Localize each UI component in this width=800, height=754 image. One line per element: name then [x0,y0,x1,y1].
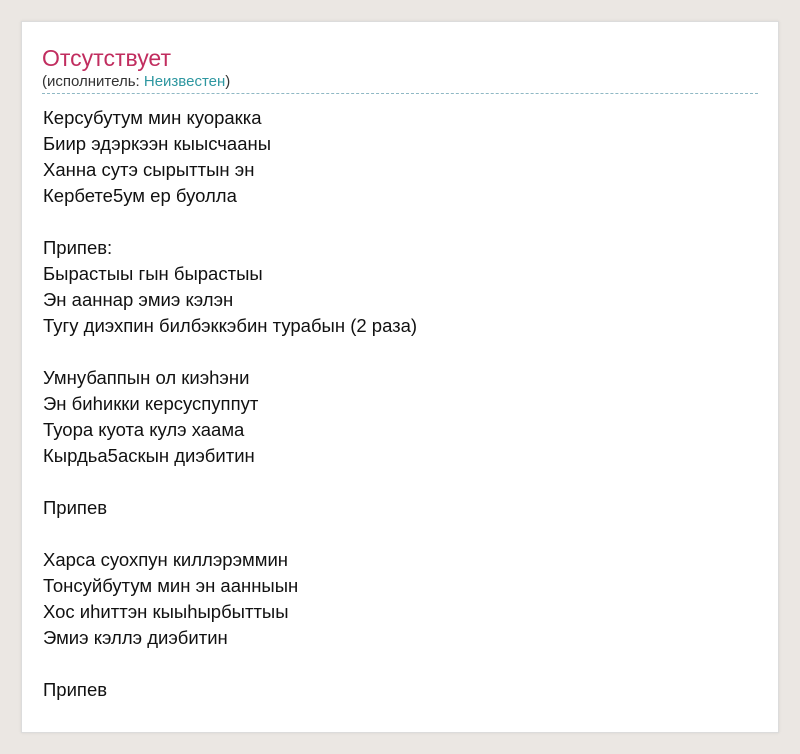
lyric-line: Припев [43,497,108,518]
lyric-line: Припев [43,679,108,700]
song-title: Отсутствует [42,45,171,71]
lyric-line: Кербете5ум ер буолла [43,185,237,206]
lyric-blank-line [43,521,758,547]
lyric-line: Керсубутум мин куоракка [43,107,262,128]
artist-suffix: ) [225,73,231,90]
lyric-line: Туора куота кулэ хаама [43,419,245,440]
lyrics-card [21,21,779,733]
artist-link[interactable]: Неизвестен [143,73,226,90]
lyric-line: Эн биhикки керсуспуппут [43,393,259,414]
lyric-line: Умнубаппын ол киэhэни [43,367,250,388]
lyric-line: Кырдьа5аскын диэбитин [43,445,255,466]
lyric-blank-line [43,469,758,495]
lyric-line: Ханна сутэ сырыттын эн [43,159,255,180]
lyric-line: Хос иhиттэн кыыhырбыттыы [43,601,289,622]
lyric-blank-line [43,209,758,235]
lyric-line: Эн ааннар эмиэ кэлэн [43,289,234,310]
divider [42,93,758,94]
lyric-line: Харса суохпун киллэрэммин [43,549,288,570]
lyric-blank-line [43,651,758,677]
lyric-line: Тугу диэхпин билбэккэбин турабын (2 раза) [43,315,418,336]
lyric-line: Припев: [43,237,113,258]
lyrics-body [43,105,758,703]
lyric-line: Биир эдэркээн кыысчааны [43,133,271,154]
artist-line [42,73,230,91]
lyric-line: Бырастыы гын бырастыы [43,263,263,284]
artist-prefix: (исполнитель: [42,73,144,90]
lyric-line: Тонсуйбутум мин эн аанныын [43,575,299,596]
lyric-blank-line [43,339,758,365]
lyric-line: Эмиэ кэллэ диэбитин [43,627,228,648]
